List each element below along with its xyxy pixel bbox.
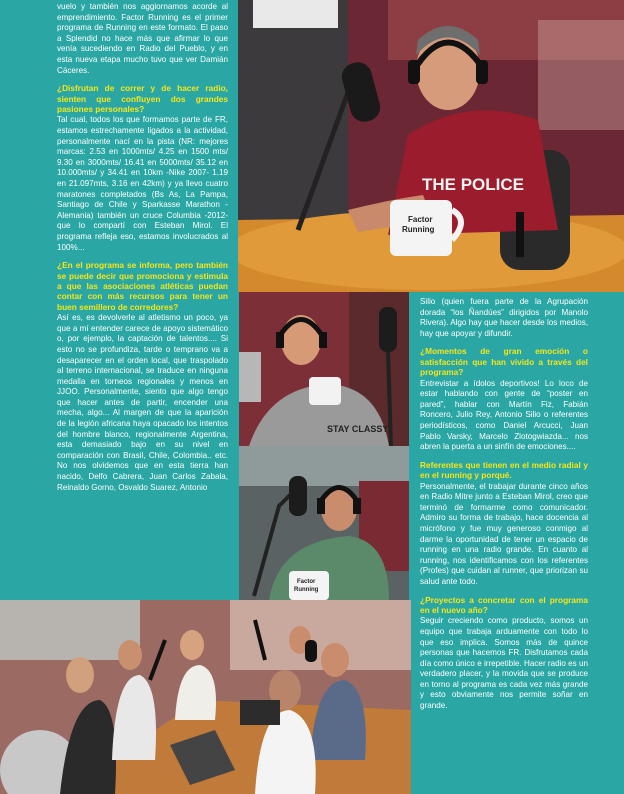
continued-paragraph: Silio (quien fuera parte de la Agrupación dorada “los Ñandúes” dirigidos por Manolo Rivera). Algo hay que hacer desde los medios, hay que apoyar y difundir. [420,297,588,338]
right-text-column [420,297,588,719]
question-heading: Referentes que tienen en el medio radial y en el running y porqué. [420,459,588,481]
studio-host-photo [238,0,624,292]
left-text-column [57,2,228,500]
question-heading: ¿Momentos de gran emoción o satisfacción que han vivido a través del programa? [420,346,588,378]
studio-group-illustration [0,600,411,794]
studio-group-photo [0,600,411,794]
host-mug-illustration [239,292,409,446]
question-heading: ¿Disfrutan de correr y de hacer radio, sienten que confluyen dos grandes pasiones personales? [57,83,228,114]
answer-paragraph: Tal cual, todos los que formamos parte de FR, estamos estrechamente ligados a la actividad, personalmente nací en la pista (NR: mejores marcas: 2.53 en 1000mts/ 4.25 en 1500 mts/ 9.30 en 3000mts/ 16.41 en 5000mts/ 35.12 en 10.000mts/ y 34.41 en 10km -Nike 2007- 1.19 en 21.097mts, 3.16 en 42km) y ya llevo cuatro maratones completados (Bs As, La Pampa, Santiago de Chile y Sparkasse Marathon -Alemania) también un cruce Columbia -2012- que lo compartí con Esteban Mirol. El programa refleja eso, estamos involucrados al 100%... [57,115,228,252]
host-mug-photo [239,292,409,446]
answer-paragraph: Personalmente, el trabajar durante cinco años en Radio Mitre junto a Esteban Mirol, creo que terminó de formarme como comunicador. Admiro su forma de trabajo, hace docencia al micrófono y fue muy generoso conmigo al darme la oportunidad de tener un espacio de running en una radio grande. En cuanto al running, nos identificamos con los referentes (Profes) que cuidan al runner, que priorizan su salud ante todo. [420,481,588,586]
shirt-text: THE POLICE [422,175,525,194]
shirt-text-2: STAY CLASSY [327,424,389,434]
answer-paragraph: Seguir creciendo como producto, somos un equipo que trabaja arduamente con todo lo que eso implica. Somos más de quince personas que hacemos FR. Disfrutamos cada día como único e irrepetible. Hacer radio es un verdadero placer, y la movida que se produce en torno al programa es cada vez más grande y esto obviamente nos permite soñar en grande. [420,616,588,711]
host-microphone-illustration [239,446,409,600]
mug-label-line1-b: Factor [297,579,316,585]
question-heading: ¿Proyectos a concretar con el programa en el nuevo año? [420,594,588,615]
mug-label-line2: Running [402,225,435,234]
mug-label-line2-b: Running [294,587,319,593]
answer-paragraph: Entrevistar a ídolos deportivos! Lo loco de estar hablando con gente de “poster en pared”, hablar con Martín Fiz, Fabián Roncero, Julio Rey, Antonio Silio o referentes periodísticos, como Daniel Arcucci, Juan Pablo Varsky, Marcelo Zlotogwiazda... nos abren la puerta a un sinfín de emociones.... [420,378,588,452]
mug-label-line1: Factor [408,215,433,224]
question-heading: ¿En el programa se informa, pero también se puede decir que promociona y estimula a que las asociaciones atléticas puedan contar con más recursos para tener un buen semillero de corredores? [57,260,228,312]
answer-paragraph: Así es, es devolverle al atletismo un poco, ya que a mí entender carece de apoyo sistemático o, por ejemplo, la captación de talentos.... Si esto no se profundiza, tarde o temprano va a desaparecer en el orden local, que traspolado al terreno internacional, se traduce en ninguna medalla en torneos regionales y menos en JJOO. Personalmente, siento que algo tengo que hacer antes de partir, encender una mecha, algo... Al margen de que la aparición de la legión africana haya opacado los intentos del hombre blanco, regionalmente Argentina, esta demasiado bajo en su nivel en comparación con Brasil, Chile, Colombia.. etc. No nos olvidemos que en esta tierra han nacido, Delfo Cabrera, Juan Carlos Zabala, Reinaldo Gorno, Osvaldo Suarez, Antonio [57,313,228,492]
studio-host-illustration [238,0,624,292]
host-microphone-photo [239,446,409,600]
intro-paragraph: vuelo y también nos aggiornamos acorde al emprendimiento. Factor Running es el primer programa de Running en este formato. El paso a Splendid no hace más que afirmar lo que venía sucediendo en Radio del Pueblo, y en esta nueva etapa mucho tuvo que ver Damián Cáceres. [57,2,228,75]
